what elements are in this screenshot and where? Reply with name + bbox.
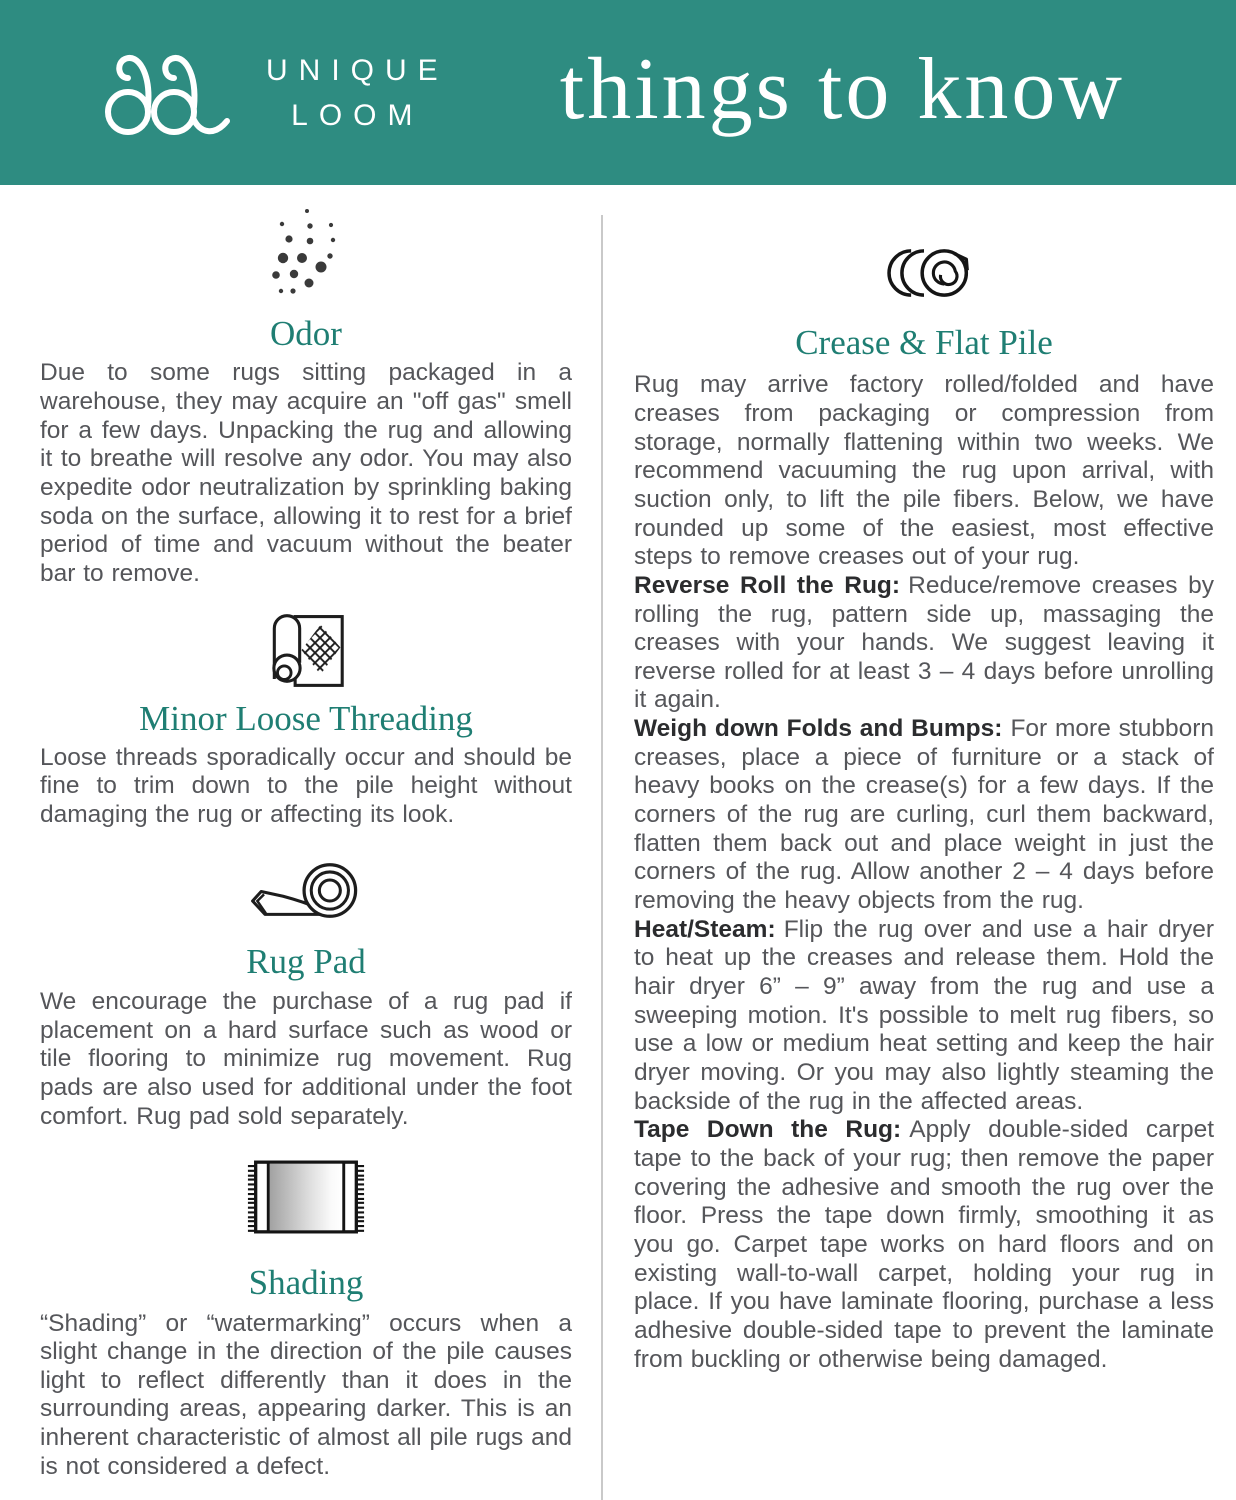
section-heading: Minor Loose Threading xyxy=(139,698,473,738)
section-body: Loose threads sporadically occur and should be fine to trim down to the pile height without damaging the rug or affecting its look. xyxy=(40,743,572,829)
section-body: “Shading” or “watermarking” occurs when a slight change in the direction of the pile causes light to reflect differently than it does in the surrounding areas, appearing darker. This is an inherent characteristic of almost all pile rugs and is not considered a defect. xyxy=(40,1309,572,1480)
rolled-rug-side-icon xyxy=(878,245,970,301)
tip-lead: Heat/Steam: xyxy=(634,915,776,943)
section-body: Due to some rugs sitting packaged in a warehouse, they may acquire an "off gas" smell for a few days. Unpacking the rug and allowing it to breathe will resolve any odor. You may also expedite odor neutralization by sprinkling baking soda on the surface, allowing it to rest for a brief period of time and vacuum without the beater bar to remove. xyxy=(40,359,572,587)
tip-text: For more stubborn creases, place a piece of furniture or a stack of heavy books on the crease(s) for a few days. If the corners of the rug are curling, curl them backward, flatten them back out and place weight in just the corners of the rug. Allow another 2 – 4 days before removing the heavy objects from the rug. xyxy=(634,715,1214,915)
tip-text: Reduce/remove creases by rolling the rug, pattern side up, massaging the creases with your hands. We suggest leaving it reverse rolled for at least 3 – 4 days before unrolling it again. xyxy=(634,571,1214,714)
tip-heat-steam xyxy=(634,916,1214,1117)
tip-tape-down xyxy=(634,1116,1214,1374)
tip-weigh-down xyxy=(634,715,1214,916)
column-divider xyxy=(601,215,603,1500)
rolled-rug-corner-icon xyxy=(265,603,347,689)
section-heading: Shading xyxy=(248,1263,364,1303)
tip-text: Apply double-sided carpet tape to the back of your rug; then remove the paper covering the adhesive and smooth the rug over the floor. Press the tape down firmly, smoothing it as you go. Carpet tape works on hard floors and on existing wall-to-wall carpet, holding your rug in place. If you have laminate flooring, purchase a less adhesive double-sided tape to prevent the laminate from buckling or otherwise being damaged. xyxy=(634,1116,1215,1373)
odor-dots-icon xyxy=(256,207,356,302)
section-body: We encourage the purchase of a rug pad if placement on a hard surface such as wood or tile flooring to minimize rug movement. Rug pads are also used for additional under the foot comfort. Rug pad sold separately. xyxy=(40,987,572,1130)
section-heading: Crease & Flat Pile xyxy=(795,323,1053,362)
crease-intro: Rug may arrive factory rolled/folded and have creases from packaging or compression from storage, normally flattening within two weeks. We recommend vacuuming the rug upon arrival, with suction only, to lift the pile fibers. Below, we have rounded up some of the easiest, most effective steps to remove creases out of your rug. xyxy=(634,371,1214,571)
header-banner xyxy=(0,0,1236,185)
tip-lead: Tape Down the Rug: xyxy=(634,1116,902,1144)
section-rug-pad xyxy=(40,860,572,1132)
brand-wordmark xyxy=(266,48,449,138)
shaded-rug-icon xyxy=(246,1159,366,1235)
section-odor xyxy=(40,207,572,589)
right-column xyxy=(634,185,1214,1374)
tip-reverse-roll xyxy=(634,572,1214,715)
tip-lead: Reverse Roll the Rug: xyxy=(634,571,901,599)
unique-loom-logo-icon xyxy=(100,45,242,141)
tip-lead: Weigh down Folds and Bumps: xyxy=(634,715,1003,743)
tip-text: Flip the rug over and use a hair dryer to heat up the creases and release them. Hold the hair dryer 6” – 9” away from the rug and use a sweeping motion. It's possible to melt rug fibers, so use a low or medium heat setting and keep the hair dryer moving. Or you may also lightly steaming the backside of the rug in the affected areas. xyxy=(634,915,1214,1115)
left-column xyxy=(40,185,572,1481)
section-threading xyxy=(40,603,572,830)
brand-block xyxy=(100,45,449,141)
section-heading: Rug Pad xyxy=(246,941,366,981)
page-title: things to know xyxy=(559,41,1125,138)
brand-line1: UNIQUE xyxy=(266,53,449,87)
brand-line2: LOOM xyxy=(291,98,424,132)
section-heading: Odor xyxy=(270,314,342,353)
rug-pad-roll-icon xyxy=(248,860,364,922)
section-shading xyxy=(40,1159,572,1481)
